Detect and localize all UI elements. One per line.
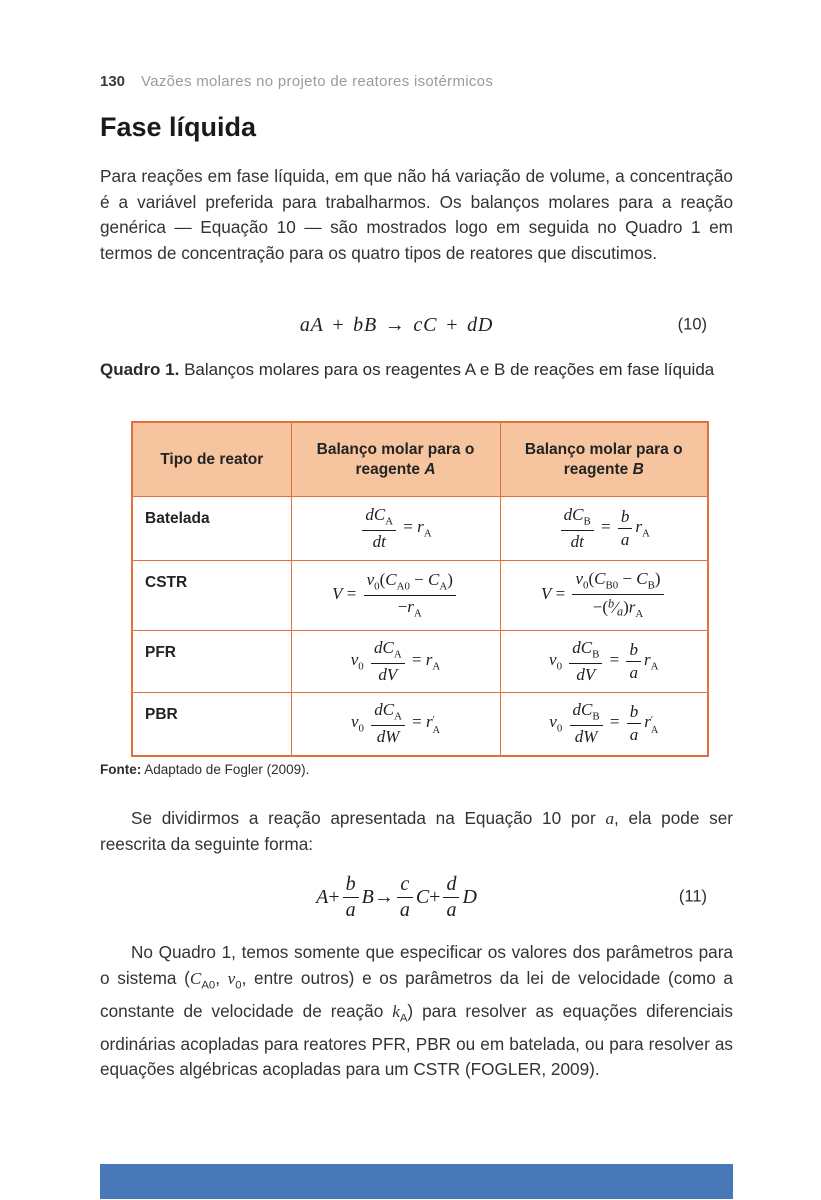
section-title: Fase líquida <box>100 112 257 142</box>
table-row-batelada <box>132 497 708 561</box>
source-note <box>100 762 309 777</box>
reactor-balance-table <box>131 421 709 757</box>
equation-11 <box>100 866 733 928</box>
table-header-row <box>132 422 708 497</box>
source-label: Fonte: <box>100 762 142 777</box>
footer-accent-bar <box>100 1164 733 1199</box>
equation-10-number: (10) <box>677 315 707 334</box>
intro-paragraph: Para reações em fase líquida, em que não há variação de volume, a concentração é a variável preferida para trabalharmos. Os balanços molares para a reação genérica — Equação 10 — são mostrados logo em seguida no Quadro 1 em termos de concentração para os quatro tipos de reatores que discutimos. <box>100 166 733 263</box>
formula-cell: $\frac{dC_A}{dt}$ = $r_A$ <box>291 497 500 561</box>
running-head <box>100 73 493 90</box>
equation-11-number: (11) <box>678 887 707 906</box>
formula-cell: $v_0$ $\frac{dC_A}{dV}$ = $r_A$ <box>291 631 500 693</box>
column-header-balance-b: Balanço molar para o reagente B <box>500 422 708 497</box>
source-text: Adaptado de Fogler (2009). <box>141 762 310 777</box>
column-header-reactor-type: Tipo de reator <box>132 422 291 497</box>
column-header-balance-a: Balanço molar para o reagente A <box>291 422 500 497</box>
equation-10 <box>100 308 733 342</box>
formula-cell: V = $\frac{v_0(C_{A0} - C_A)}{-r_A}$ <box>291 561 500 631</box>
row-label: Batelada <box>132 497 291 561</box>
table-row-pfr <box>132 631 708 693</box>
formula-cell: $v_0$ $\frac{dC_B}{dV}$ = $\frac{b}{a}$ $r_A$ <box>500 631 708 693</box>
row-label: PBR <box>132 693 291 756</box>
row-label: PFR <box>132 631 291 693</box>
paragraph: Se dividirmos a reação apresentada na Equação 10 por a, ela pode ser reescrita da seguinte forma: <box>100 808 734 854</box>
equation-11-formula: A + $\frac{b}{a}$ B → $\frac{c}{a}$ C + $\frac{d}{a}$ D <box>316 872 477 921</box>
formula-cell: $\frac{dC_B}{dt}$ = $\frac{b}{a}$ $r_A$ <box>500 497 708 561</box>
paragraph: No Quadro 1, temos somente que especificar os valores dos parâmetros para o sistema ($C_{A0}$, $v_0$, entre outros) e os parâmetros da lei de velocidade (como a constante de velocidade de reação $k_A$) para resolver as equações diferenciais ordinárias acopladas para reatores PFR, PBR ou em batelada, ou para resolver as equações algébricas acopladas para um CSTR (FOGLER, 2009). <box>100 942 734 1080</box>
formula-cell: $v_0$ $\frac{dC_B}{dW}$ = $\frac{b}{a}$ r ′ A <box>500 693 708 756</box>
table-row-cstr <box>132 561 708 631</box>
table-row-pbr <box>132 693 708 756</box>
running-head-title: Vazões molares no projeto de reatores isotérmicos <box>141 73 494 90</box>
equation-10-formula: aA + bB → cC + dD <box>299 313 494 336</box>
formula-cell: $v_0$ $\frac{dC_A}{dW}$ = r ′ A <box>291 693 500 756</box>
page-number: 130 <box>100 73 126 90</box>
formula-cell: V = $\frac{v_0(C_{B0} - C_B)}{-(^b∕a)r_A}$ <box>500 561 708 631</box>
row-label: CSTR <box>132 561 291 631</box>
table-caption: Quadro 1. Balanços molares para os reagentes A e B de reações em fase líquida <box>100 360 715 379</box>
